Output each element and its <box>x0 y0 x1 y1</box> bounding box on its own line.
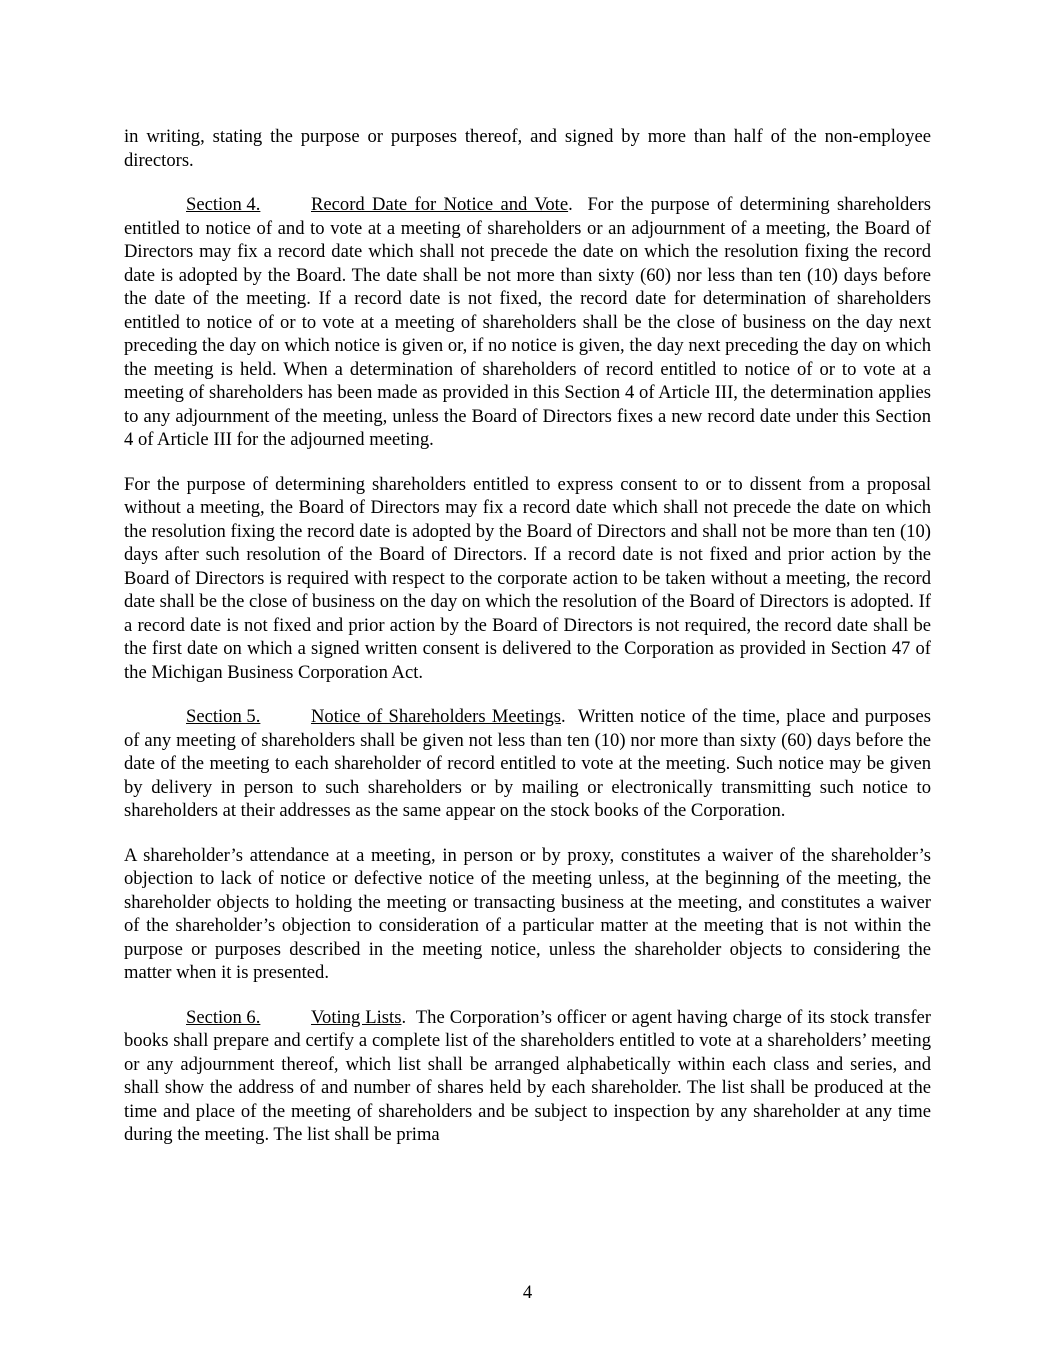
section-4-body: For the purpose of determining shareholders entitled to notice of and to vote at a meeting of shareholders or an adjournment of a meeting, the Board of Directors may fix a record date which shall not precede the date on which the resolution fixing the record date is adopted by the Board. The date shall be not more than sixty (60) nor less than ten (10) days before the date of the meeting. If a record date is not fixed, the record date for determination of shareholders entitled to notice of or to vote at a meeting of shareholders shall be the close of business on the day next preceding the day on which notice is given or, if no notice is given, the day next preceding the day on which the meeting is held. When a determination of shareholders of record entitled to notice of or to vote at a meeting of shareholders has been made as provided in this Section 4 of Article III, the determination applies to any adjournment of the meeting, unless the Board of Directors fixes a new record date under this Section 4 of Article III for the adjourned meeting. <box>124 194 931 450</box>
section-4-paragraph <box>124 193 931 452</box>
page-number: 4 <box>522 1282 533 1303</box>
section-5-title-punct: . <box>561 706 566 727</box>
section-5-paragraph <box>124 705 931 823</box>
record-date-consent-paragraph: For the purpose of determining shareholders entitled to express consent to or to dissent from a proposal without a meeting, the Board of Directors may fix a record date which shall not precede the date on which the resolution fixing the record date is adopted by the Board of Directors and shall not be more than ten (10) days after such resolution of the Board of Directors. If a record date is not fixed and prior action by the Board of Directors is required with respect to the corporate action to be taken without a meeting, the record date shall be the close of business on the day on which the resolution of the Board of Directors is adopted. If a record date is not fixed and prior action by the Board of Directors is not required, the record date shall be the first date on which a signed written consent is delivered to the Corporation as provided in Section 47 of the Michigan Business Corporation Act. <box>124 473 931 683</box>
section-5-title: Notice of Shareholders Meetings <box>311 706 562 727</box>
section-4-title: Record Date for Notice and Vote <box>311 194 569 215</box>
section-6-paragraph <box>124 1006 931 1147</box>
section-6-body: The Corporation’s officer or agent having charge of its stock transfer books shall prepare and certify a complete list of the shareholders entitled to vote at a shareholders’ meeting or any adjournment thereof, which list shall be arranged alphabetically within each class and series, and shall show the address of and number of shares held by each shareholder. The list shall be produced at the time and place of the meeting of shareholders and be subject to inspection by any shareholder at any time during the meeting. The list shall be prima <box>124 1006 931 1145</box>
paragraph-continuation: in writing, stating the purpose or purposes thereof, and signed by more than half of the non-employee directors. <box>124 126 931 171</box>
section-4-number: Section 4. <box>186 194 261 215</box>
section-5-body: Written notice of the time, place and purposes of any meeting of shareholders shall be given not less than ten (10) nor more than sixty (60) days before the date of the meeting to each shareholder of record entitled to vote at the meeting. Such notice may be given by delivery in person to such shareholders or by mailing or electronically transmitting such notice to shareholders at their addresses as the same appear on the stock books of the Corporation. <box>124 706 931 821</box>
section-6-title: Voting Lists <box>311 1006 402 1028</box>
section-6-number: Section 6. <box>186 1006 261 1028</box>
attendance-waiver-paragraph: A shareholder’s attendance at a meeting, in person or by proxy, constitutes a waiver of the shareholder’s objection to lack of notice or defective notice of the meeting unless, at the beginning of the meeting, the shareholder objects to holding the meeting or transacting business at the meeting, and constitutes a waiver of the shareholder’s objection to consideration of a particular matter at the meeting that is not within the purpose or purposes described in the meeting notice, unless the shareholder objects to considering the matter when it is presented. <box>124 844 931 983</box>
section-5-number: Section 5. <box>186 706 261 727</box>
section-4-title-punct: . <box>568 194 573 215</box>
document-body <box>124 125 931 1168</box>
section-6-title-punct: . <box>401 1006 407 1028</box>
